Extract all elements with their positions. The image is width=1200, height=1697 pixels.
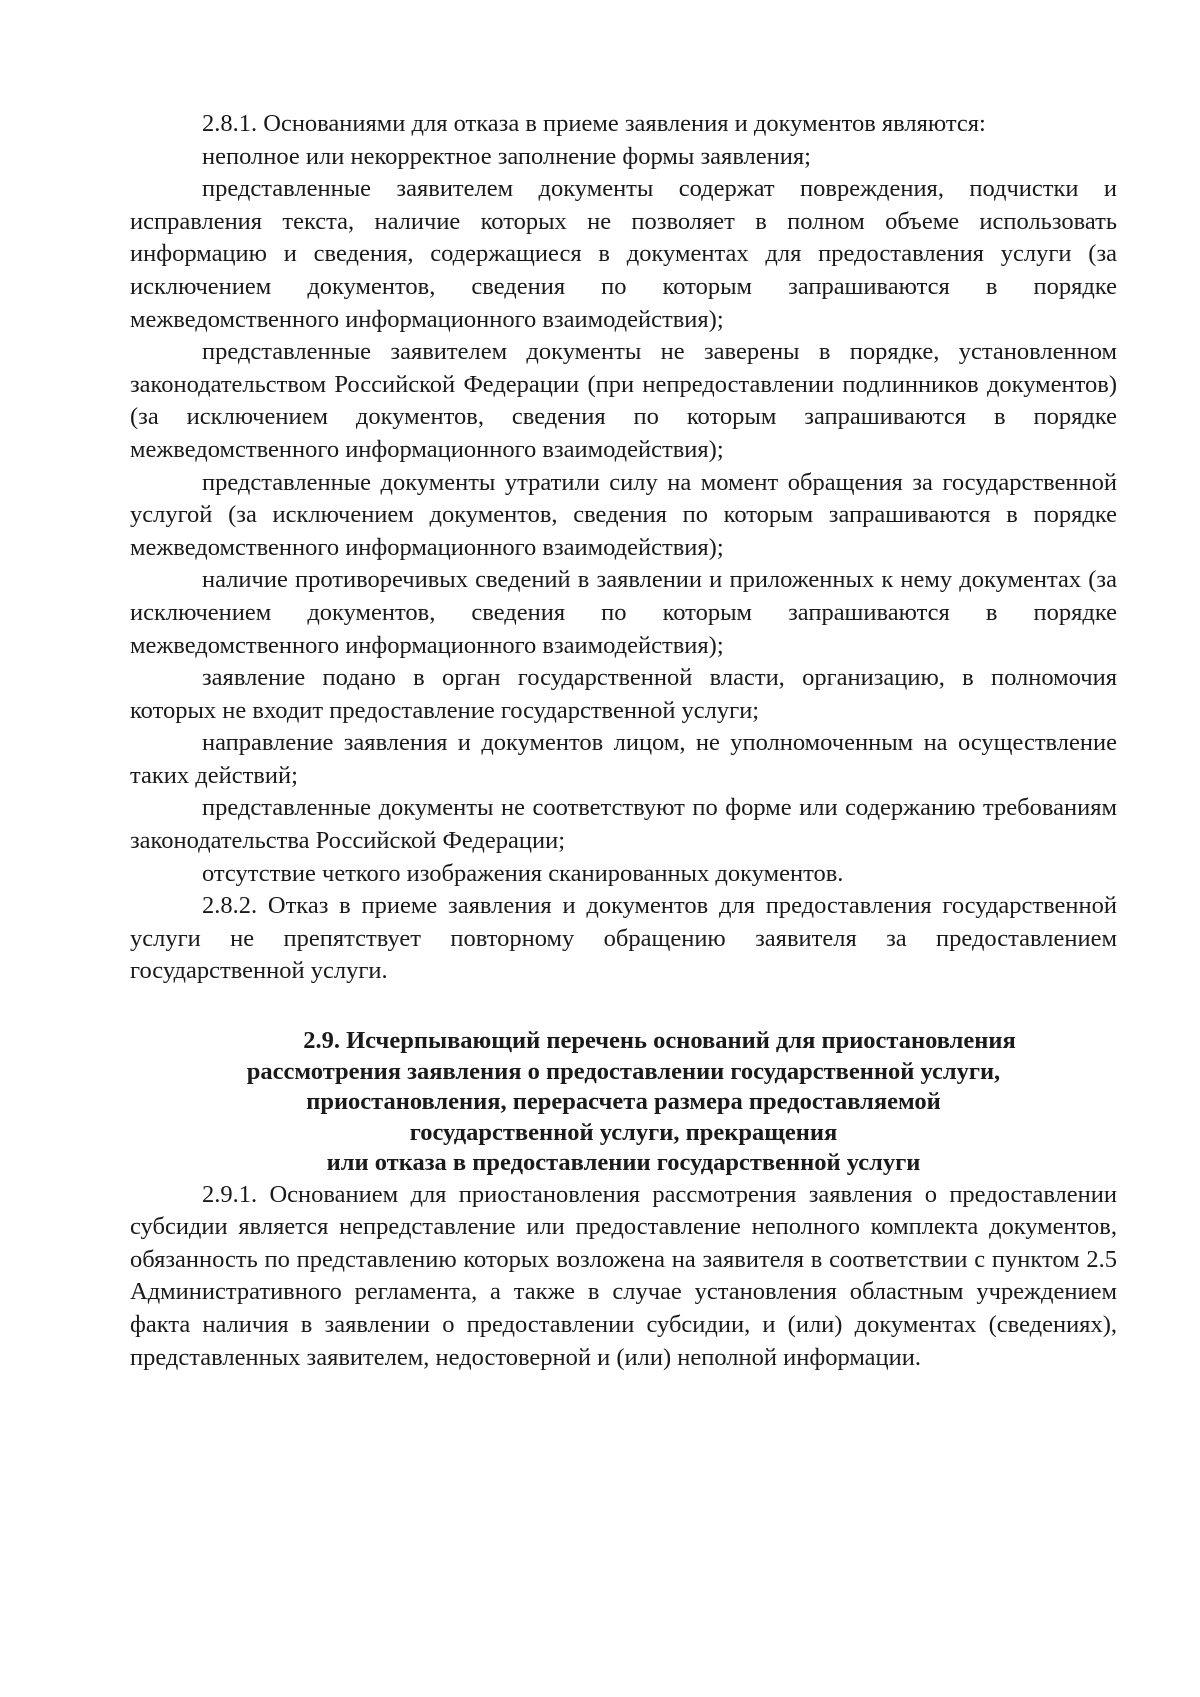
- paragraph-2-9-1: 2.9.1. Основанием для приостановления рассмотрения заявления о предоставлении субсидии является непредставление или предоставление неполного комплекта документов, обязанность по представлению которых возложена на заявителя в соответствии с пунктом 2.5 Административного регламента, а также в случае установления областным учреждением факта наличия в заявлении о предоставлении субсидии, и (или) документах (сведениях), представленных заявителем, недостоверной и (или) неполной информации.: [130, 1180, 1117, 1371]
- list-item-incomplete-form: неполное или некорректное заполнение формы заявления;: [202, 142, 811, 170]
- heading-line: 2.9. Исчерпывающий перечень оснований для приостановления: [303, 1027, 1016, 1055]
- paragraph-2-8-1: 2.8.1. Основаниями для отказа в приеме заявления и документов являются:: [202, 110, 986, 137]
- heading-line: или отказа в предоставлении государственной услуги: [326, 1149, 921, 1177]
- heading-line: приостановления, перерасчета размера предоставляемой: [306, 1088, 941, 1116]
- list-item-wrong-authority: заявление подано в орган государственной власти, организацию, в полномочия которых не входит предоставление государственной услуги;: [130, 664, 1117, 724]
- list-item-unclear-scans: отсутствие четкого изображения сканированных документов.: [202, 859, 844, 887]
- section-heading-2-9: [130, 1026, 1117, 1179]
- list-item-not-certified: представленные заявителем документы не заверены в порядке, установленном законодательством Российской Федерации (при непредоставлении подлинников документов) (за исключением документов, сведения по которым запрашиваются в порядке межведомственного информационного взаимодействия);: [130, 338, 1117, 463]
- document-page: [130, 108, 1117, 1374]
- list-item-damaged-documents: представленные заявителем документы содержат повреждения, подчистки и исправления текста, наличие которых не позволяет в полном объеме использовать информацию и сведения, содержащиеся в документах для предоставления услуги (за исключением документов, сведения по которым запрашиваются в порядке межведомственного информационного взаимодействия);: [130, 175, 1117, 333]
- paragraph-2-8-2: 2.8.2. Отказ в приеме заявления и документов для предоставления государственной услуги не препятствует повторному обращению заявителя за предоставлением государственной услуги.: [130, 892, 1117, 985]
- heading-line: государственной услуги, прекращения: [409, 1118, 838, 1146]
- list-item-unauthorized-person: направление заявления и документов лицом, не уполномоченным на осуществление таких действий;: [130, 729, 1117, 789]
- list-item-noncompliant-documents: представленные документы не соответствуют по форме или содержанию требованиям законодательства Российской Федерации;: [130, 794, 1117, 855]
- list-item-contradictory-info: наличие противоречивых сведений в заявлении и приложенных к нему документах (за исключением документов, сведения по которым запрашиваются в порядке межведомственного информационного взаимодействия);: [130, 566, 1117, 659]
- list-item-expired-documents: представленные документы утратили силу на момент обращения за государственной услугой (за исключением документов, сведения по которым запрашиваются в порядке межведомственного информационного взаимодействия);: [130, 468, 1117, 561]
- heading-line: рассмотрения заявления о предоставлении государственной услуги,: [246, 1057, 1001, 1085]
